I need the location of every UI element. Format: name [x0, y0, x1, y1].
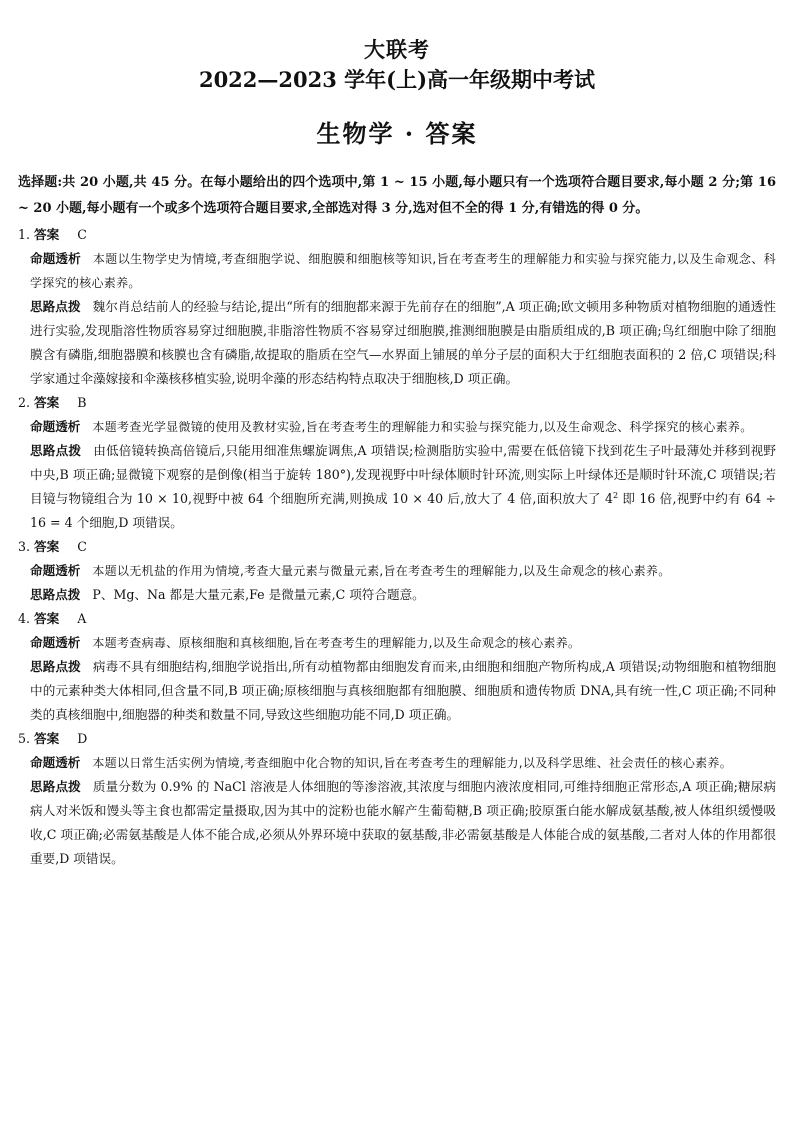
analysis-text: 本题以日常生活实例为情境,考查细胞中化合物的知识,旨在考查考生的理解能力,以及科学思维、社会责任的核心素养。 [92, 756, 733, 770]
analysis-label: 命题透析 [30, 419, 81, 434]
analysis-text: 本题以无机盐的作用为情境,考查大量元素与微量元素,旨在考查考生的理解能力,以及生命观念的核心素养。 [92, 564, 671, 578]
analysis-label: 命题透析 [30, 563, 81, 578]
question-block [18, 607, 776, 727]
analysis-paragraph [30, 247, 776, 295]
question-block [18, 391, 776, 535]
exam-name-title: 2022—2023 学年(上)高一年级期中考试 [198, 67, 596, 92]
question-number: 3. [18, 539, 31, 554]
hint-paragraph [30, 439, 776, 535]
analysis-paragraph [30, 415, 776, 439]
hint-text: 魏尔肖总结前人的经验与结论,提出“所有的细胞都来源于先前存在的细胞”,A 项正确;欧文顿用多种物质对植物细胞的通透性进行实验,发现脂溶性物质容易穿过细胞膜,非脂溶性物质不容易穿过细胞膜,推测细胞膜是由脂质组成的,B 项正确;鸟红细胞中除了细胞膜含有磷脂,细胞器膜和核膜也含有磷脂,故提取的脂质在空气—水界面上铺展的单分子层的面积大于红细胞表面积的 2 倍,C 项错误;科学家通过伞藻嫁接和伞藻核移植实验,说明伞藻的形态结构特点取决于细胞核,D 项正确。 [30, 299, 776, 386]
answer-value: B [77, 395, 87, 410]
question-number: 2. [18, 395, 31, 410]
question-block [18, 223, 776, 391]
question-number: 1. [18, 227, 31, 242]
question-answer-line [18, 607, 776, 631]
analysis-label: 命题透析 [30, 755, 81, 770]
exam-brand-title: 大联考 [364, 37, 430, 62]
answer-value: C [77, 539, 87, 554]
hint-label: 思路点拨 [30, 587, 81, 602]
hint-paragraph [30, 775, 776, 871]
subject-answer-title: 生物学 · 答案 [316, 119, 478, 148]
question-answer-line [18, 391, 776, 415]
answer-value: A [77, 611, 87, 626]
hint-label: 思路点拨 [30, 299, 81, 314]
answer-value: D [77, 731, 88, 746]
question-answer-line [18, 223, 776, 247]
section-instructions: 选择题:共 20 小题,共 45 分。在每小题给出的四个选项中,第 1 ~ 15 小题,每小题只有一个选项符合题目要求,每小题 2 分;第 16 ~ 20 小题,每小题有一个或多个选项符合题目要求,全部选对得 3 分,选对但不全的得 1 分,有错选的得 0 分。 [18, 175, 776, 216]
question-number: 4. [18, 611, 31, 626]
hint-paragraph [30, 295, 776, 391]
hint-text-part: 由低倍镜转换高倍镜后,只能用细准焦螺旋调焦,A 项错误;检测脂肪实验中,需要在低倍镜下找到花生子叶最薄处并移到视野中央,B 项正确;显微镜下观察的是倒像(相当于旋转 180°),发现视野中叶绿体顺时针环流,则实际上叶绿体还是顺时针环流,C 项错误;若目镜与物镜组合为 10 × 10,视野中被 64 个细胞所充满,则换成 10 × 40 后,放大了 4 倍,面积放大了 4 [30, 443, 776, 506]
hint-text: 质量分数为 0.9% 的 NaCl 溶液是人体细胞的等渗溶液,其浓度与细胞内液浓度相同,可维持细胞正常形态,A 项正确;糖尿病病人对米饭和馒头等主食也都需定量摄取,因为其中的淀粉也能水解产生葡萄糖,B 项正确;胶原蛋白能水解成氨基酸,被人体组织缓慢吸收,C 项正确;必需氨基酸是人体不能合成,必须从外界环境中获取的氨基酸,非必需氨基酸是人体能合成的氨基酸,二者对人体的作用都很重要,D 项错误。 [30, 779, 776, 866]
exponent: 2 [613, 490, 619, 500]
question-number: 5. [18, 731, 31, 746]
question-block [18, 535, 776, 607]
answer-label: 答案 [34, 611, 60, 626]
analysis-text: 本题以生物学史为情境,考查细胞学说、细胞膜和细胞核等知识,旨在考查考生的理解能力和实验与探究能力,以及生命观念、科学探究的核心素养。 [30, 252, 776, 290]
question-block [18, 727, 776, 871]
hint-paragraph [30, 655, 776, 727]
analysis-text: 本题考查病毒、原核细胞和真核细胞,旨在考查考生的理解能力,以及生命观念的核心素养。 [92, 636, 581, 650]
answer-value: C [77, 227, 87, 242]
question-answer-line [18, 535, 776, 559]
answer-label: 答案 [34, 227, 60, 242]
answer-content [18, 170, 776, 871]
hint-text: 病毒不具有细胞结构,细胞学说指出,所有动植物都由细胞发育而来,由细胞和细胞产物所构成,A 项错误;动物细胞和植物细胞中的元素种类大体相同,但含量不同,B 项正确;原核细胞与真核细胞都有细胞膜、细胞质和遗传物质 DNA,具有统一性,C 项正确;不同种类的真核细胞中,细胞器的种类和数量不同,导致这些细胞功能不同,D 项正确。 [30, 659, 776, 722]
answer-label: 答案 [34, 539, 60, 554]
analysis-text: 本题考查光学显微镜的使用及教材实验,旨在考查考生的理解能力和实验与探究能力,以及生命观念、科学探究的核心素养。 [92, 420, 753, 434]
hint-label: 思路点拨 [30, 659, 81, 674]
answer-label: 答案 [34, 731, 60, 746]
question-answer-line [18, 727, 776, 751]
analysis-paragraph [30, 559, 776, 583]
hint-text [30, 443, 776, 530]
hint-paragraph [30, 583, 776, 607]
analysis-label: 命题透析 [30, 251, 81, 266]
answer-label: 答案 [34, 395, 60, 410]
hint-text: P、Mg、Na 都是大量元素,Fe 是微量元素,C 项符合题意。 [92, 587, 425, 602]
hint-label: 思路点拨 [30, 779, 81, 794]
hint-text-part: 即 16 倍,视野中约有 64 ÷ 16 = 4 个细胞,D 项错误。 [30, 491, 776, 530]
analysis-paragraph [30, 631, 776, 655]
analysis-paragraph [30, 751, 776, 775]
analysis-label: 命题透析 [30, 635, 81, 650]
hint-label: 思路点拨 [30, 443, 82, 458]
